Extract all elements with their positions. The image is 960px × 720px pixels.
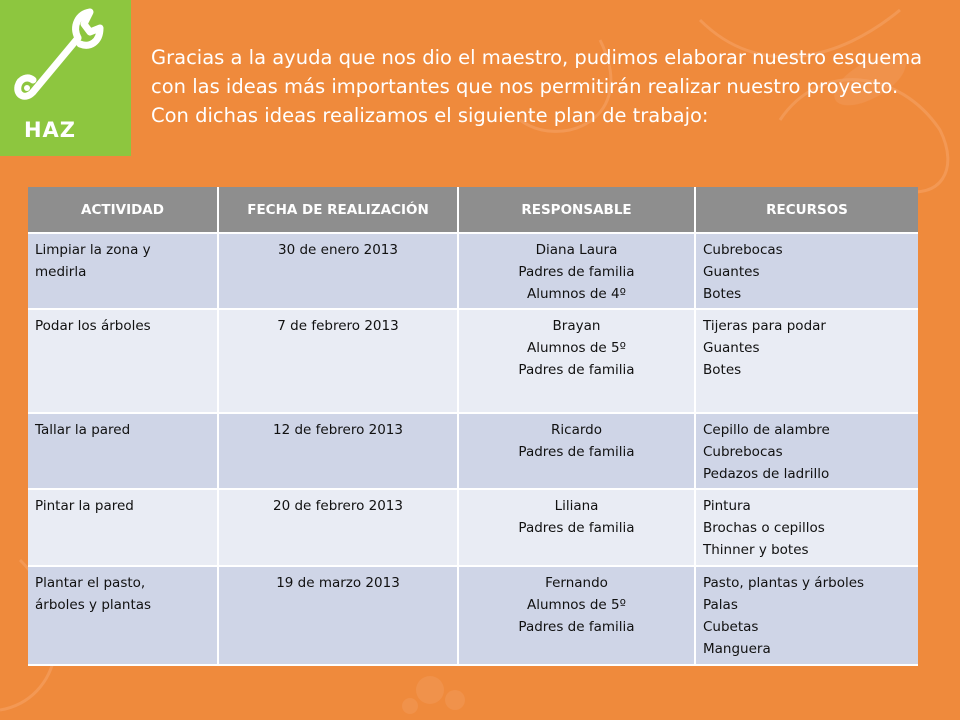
cell-actividad: Plantar el pasto, árboles y plantas xyxy=(28,566,218,665)
haz-badge xyxy=(0,0,131,156)
cell-recursos: Cubrebocas Guantes Botes xyxy=(695,233,918,309)
table-row xyxy=(28,309,918,413)
cell-actividad: Limpiar la zona y medirla xyxy=(28,233,218,309)
table-row xyxy=(28,489,918,566)
cell-actividad: Podar los árboles xyxy=(28,309,218,413)
table-header-row xyxy=(28,187,918,233)
column-header-responsable: RESPONSABLE xyxy=(458,187,695,233)
badge-label: HAZ xyxy=(23,118,77,142)
cell-fecha: 7 de febrero 2013 xyxy=(218,309,458,413)
cell-responsable: Liliana Padres de familia xyxy=(458,489,695,566)
intro-paragraph: Gracias a la ayuda que nos dio el maestro, pudimos elaborar nuestro esquema con las ideas más importantes que nos permitirán realizar nuestro proyecto. xyxy=(151,46,923,98)
cell-recursos: Cepillo de alambre Cubrebocas Pedazos de ladrillo xyxy=(695,413,918,489)
column-header-actividad: ACTIVIDAD xyxy=(28,187,218,233)
table-row xyxy=(28,233,918,309)
cell-recursos: Pintura Brochas o cepillos Thinner y botes xyxy=(695,489,918,566)
table-row xyxy=(28,413,918,489)
table-row xyxy=(28,566,918,665)
cell-fecha: 30 de enero 2013 xyxy=(218,233,458,309)
cell-responsable: Brayan Alumnos de 5º Padres de familia xyxy=(458,309,695,413)
cell-fecha: 19 de marzo 2013 xyxy=(218,566,458,665)
cell-recursos: Pasto, plantas y árboles Palas Cubetas Manguera xyxy=(695,566,918,665)
cell-responsable: Diana Laura Padres de familia Alumnos de 4º xyxy=(458,233,695,309)
cell-actividad: Pintar la pared xyxy=(28,489,218,566)
cell-actividad: Tallar la pared xyxy=(28,413,218,489)
wrench-icon xyxy=(0,0,110,115)
column-header-fecha: FECHA DE REALIZACIÓN xyxy=(218,187,458,233)
intro-paragraph: Con dichas ideas realizamos el siguiente plan de trabajo: xyxy=(151,104,709,127)
cell-recursos: Tijeras para podar Guantes Botes xyxy=(695,309,918,413)
cell-fecha: 12 de febrero 2013 xyxy=(218,413,458,489)
cell-responsable: Ricardo Padres de familia xyxy=(458,413,695,489)
intro-text xyxy=(151,43,941,130)
work-plan-table xyxy=(28,187,918,666)
cell-fecha: 20 de febrero 2013 xyxy=(218,489,458,566)
cell-responsable: Fernando Alumnos de 5º Padres de familia xyxy=(458,566,695,665)
column-header-recursos: RECURSOS xyxy=(695,187,918,233)
